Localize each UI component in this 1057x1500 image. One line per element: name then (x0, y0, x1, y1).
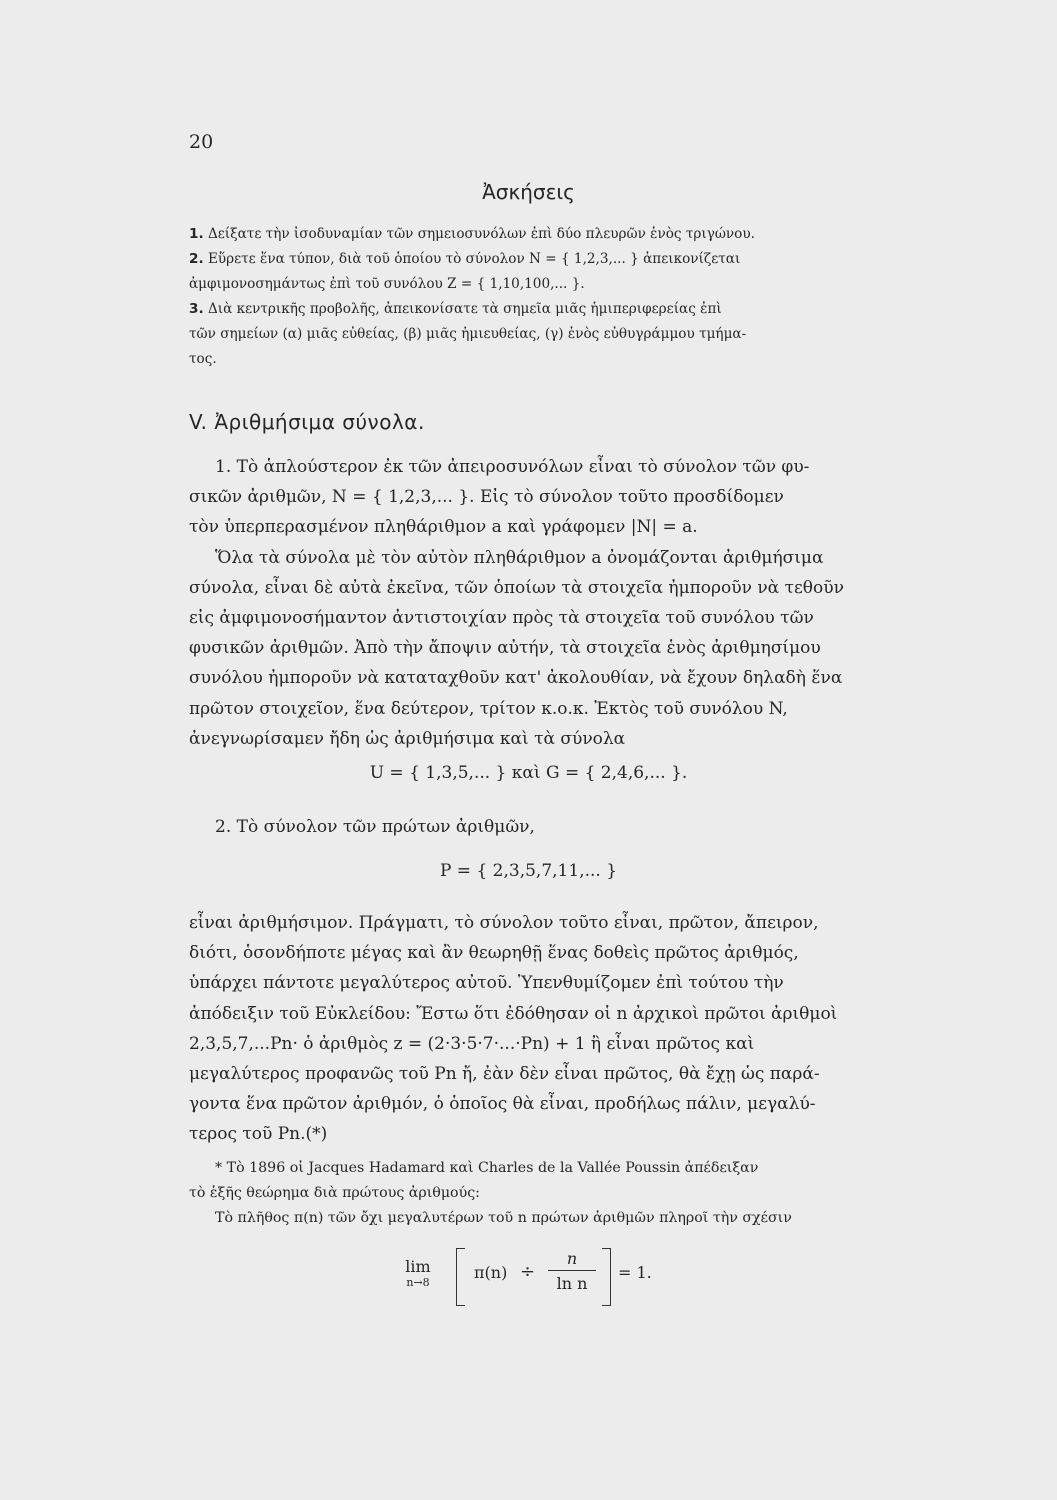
paragraph-primes (189, 908, 929, 1150)
footnote-line: Τὸ πλῆθος π(n) τῶν ὄχι μεγαλυτέρων τοῦ n πρώτων ἀριθμῶν πληροῖ τὴν σχέσιν (215, 1210, 792, 1226)
text-line: 2,3,5,7,...Pn· ὁ ἀριθμὸς z = (2·3·5·7·...·Pn) + 1 ἢ εἶναι πρῶτος καὶ (189, 1033, 755, 1054)
fraction-denominator: ln n (556, 1274, 588, 1293)
left-bracket (456, 1248, 465, 1306)
text-line: διότι, ὁσονδήποτε μέγας καὶ ἂν θεωρηθῇ ἕνας δοθεὶς πρῶτος ἀριθμός, (189, 943, 799, 964)
exercises-heading: Ἀσκήσεις (482, 180, 575, 204)
limit-operator: lim n→8 (398, 1258, 438, 1290)
text-line: γοντα ἕνα πρῶτον ἀριθμόν, ὁ ὁποῖος θὰ εἶναι, προδήλως πάλιν, μεγαλύ- (189, 1094, 816, 1115)
formula-result: = 1. (618, 1263, 652, 1282)
equation-prime-set: P = { 2,3,5,7,11,... } (439, 861, 618, 881)
text-line: ἀπόδειξιν τοῦ Εὐκλείδου: Ἔστω ὅτι ἐδόθησαν οἱ n ἀρχικοὶ πρῶτοι ἀριθμοὶ (189, 1003, 838, 1024)
exercise-line: ἀμφιμονοσημάντως ἐπὶ τοῦ συνόλου Z = { 1,10,100,... }. (189, 276, 585, 292)
equation-odd-even-sets: U = { 1,3,5,... } καὶ G = { 2,4,6,... }. (369, 763, 688, 783)
right-bracket (602, 1248, 611, 1306)
text-line: 1. Τὸ ἁπλούστερον ἐκ τῶν ἀπειροσυνόλων εἶναι τὸ σύνολον τῶν φυ- (215, 457, 810, 477)
text-line: τὸν ὑπερπερασμένον πληθάριθμον a καὶ γράφομεν |N| = a. (189, 517, 698, 538)
paragraph-primes-intro (189, 812, 929, 842)
text-line: σύνολα, εἶναι δὲ αὐτὰ ἐκεῖνα, τῶν ὁποίων τὰ στοιχεῖα ἠμποροῦν νὰ τεθοῦν (189, 577, 844, 598)
exercise-line: 2. Εὕρετε ἕνα τύπον, διὰ τοῦ ὁποίου τὸ σύνολον N = { 1,2,3,... } ἀπεικονίζεται (189, 251, 741, 267)
footnote-line: τὸ ἑξῆς θεώρημα διὰ πρώτους ἀριθμούς: (189, 1185, 480, 1201)
footnote-line: * Τὸ 1896 οἱ Jacques Hadamard καὶ Charles de la Vallée Poussin ἀπέδειξαν (215, 1160, 759, 1176)
text-line: εἰς ἀμφιμονοσήμαντον ἀντιστοιχίαν πρὸς τὰ στοιχεῖα τοῦ συνόλου τῶν (189, 608, 814, 629)
exercise-line: 3. Διὰ κεντρικῆς προβολῆς, ἀπεικονίσατε τὰ σημεῖα μιᾶς ἡμιπεριφερείας ἐπὶ (189, 301, 722, 317)
text-line: Ὅλα τὰ σύνολα μὲ τὸν αὐτὸν πληθάριθμον a ὀνομάζονται ἀριθμήσιμα (215, 547, 824, 568)
exercises-list (189, 222, 929, 372)
text-line: ἀνεγνωρίσαμεν ἤδη ὡς ἀριθμήσιμα καὶ τὰ σύνολα (189, 728, 626, 749)
exercise-line: τῶν σημείων (α) μιᾶς εὐθείας, (β) μιᾶς ἡμιευθείας, (γ) ἑνὸς εὐθυγράμμου τμήμα- (189, 326, 747, 342)
page-number: 20 (189, 131, 214, 153)
text-line: σικῶν ἀριθμῶν, N = { 1,2,3,... }. Εἰς τὸ σύνολον τοῦτο προσδίδομεν (189, 487, 784, 508)
fraction (548, 1248, 596, 1297)
text-line: ὑπάρχει πάντοτε μεγαλύτερος αὐτοῦ. Ὑπενθυμίζομεν ἐπὶ τούτου τὴν (189, 973, 784, 994)
footnote (189, 1156, 929, 1231)
text-line: 2. Τὸ σύνολον τῶν πρώτων ἀριθμῶν, (215, 817, 535, 837)
text-line: συνόλου ἠμποροῦν νὰ καταταχθοῦν κατ' ἀκολουθίαν, νὰ ἔχουν δηλαδὴ ἕνα (189, 668, 843, 689)
text-line: μεγαλύτερος προφανῶς τοῦ Pn ἤ, ἐὰν δὲν εἶναι πρῶτος, θὰ ἔχῃ ὡς παρά- (189, 1064, 820, 1085)
fraction-numerator: n (548, 1248, 596, 1271)
text-line: φυσικῶν ἀριθμῶν. Ἀπὸ τὴν ἄποψιν αὐτήν, τὰ στοιχεῖα ἑνὸς ἀριθμησίμου (189, 638, 821, 659)
text-line: πρῶτον στοιχεῖον, ἕνα δεύτερον, τρίτον κ.ο.κ. Ἐκτὸς τοῦ συνόλου N, (189, 698, 788, 719)
text-line: εἶναι ἀριθμήσιμον. Πράγματι, τὸ σύνολον τοῦτο εἶναι, πρῶτον, ἄπειρον, (189, 913, 819, 933)
exercise-line: τος. (189, 351, 217, 367)
paragraph-countable-sets (189, 452, 929, 754)
division-sign: ÷ (520, 1261, 536, 1282)
section-title: V. Ἀριθμήσιμα σύνολα. (189, 410, 425, 434)
prime-counting-function: π(n) (474, 1263, 508, 1282)
prime-number-theorem-formula (398, 1248, 678, 1308)
limit-subscript: n→8 (406, 1276, 430, 1289)
exercise-line: 1. Δείξατε τὴν ἰσοδυναμίαν τῶν σημειοσυνόλων ἐπὶ δύο πλευρῶν ἑνὸς τριγώνου. (189, 226, 755, 242)
text-line: τερος τοῦ Pn.(*) (189, 1124, 328, 1145)
